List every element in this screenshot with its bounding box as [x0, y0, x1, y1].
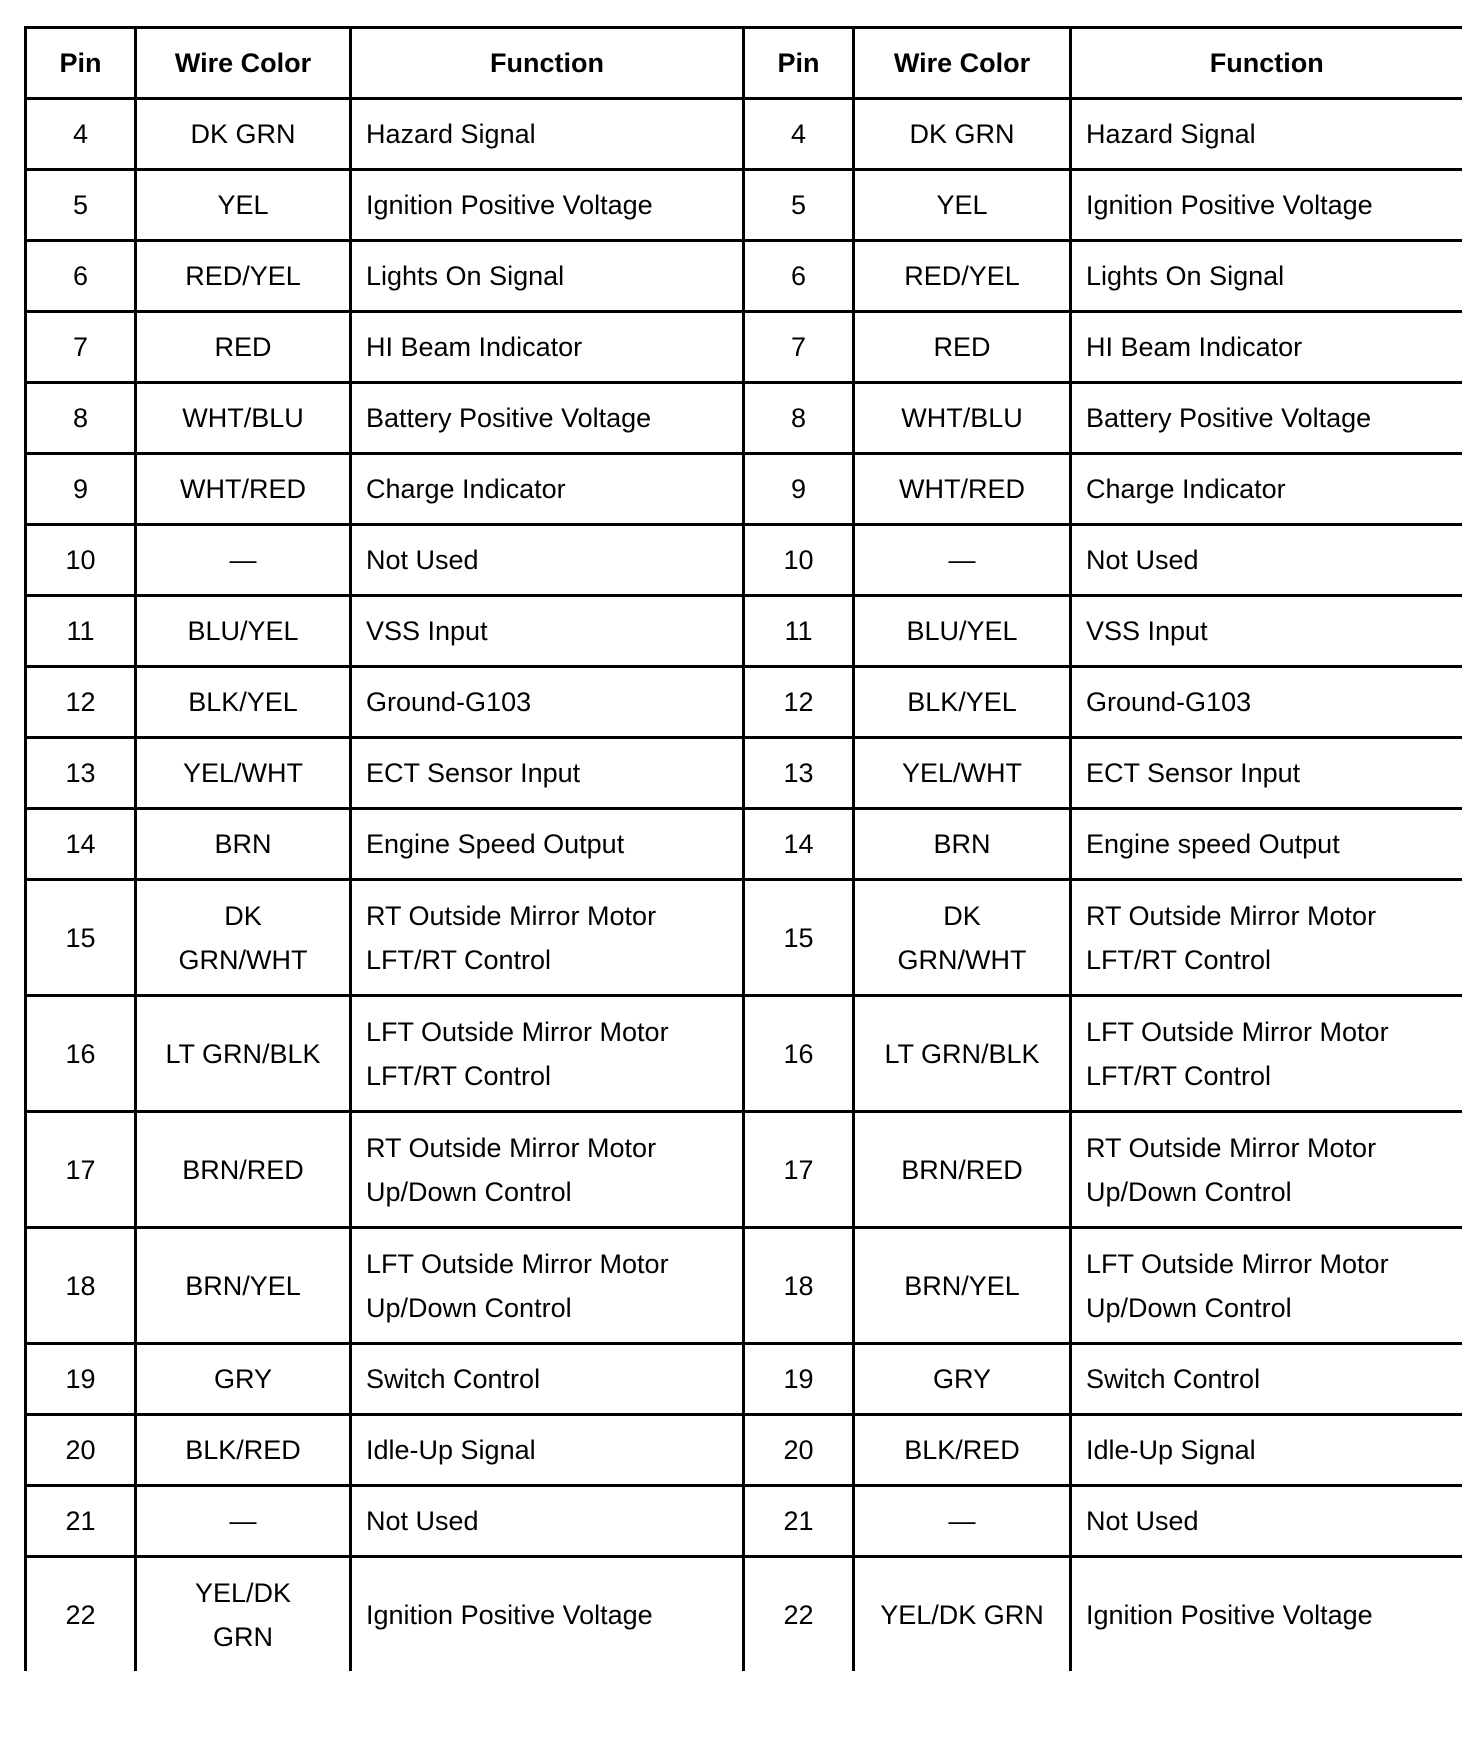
wire-color-cell-right: [854, 596, 1071, 667]
pin-cell-right: 19: [744, 1344, 854, 1415]
function-cell-left: [351, 525, 744, 596]
wire-color-line: YEL/WHT: [901, 758, 1022, 788]
pin-cell-left: 12: [26, 667, 136, 738]
table-row: [26, 596, 1462, 667]
wire-color-cell-right: [854, 1557, 1071, 1672]
header-row: [26, 28, 1462, 99]
wire-color-cell-right: [854, 1344, 1071, 1415]
pin-cell-left: 21: [26, 1486, 136, 1557]
pin-cell-left: 9: [26, 454, 136, 525]
function-cell-left: [351, 1415, 744, 1486]
wire-color-line: BRN: [214, 829, 272, 859]
header-function-right: Function: [1071, 28, 1462, 99]
wire-color-cell-right: [854, 525, 1071, 596]
function-line: Ground-G103: [1086, 687, 1252, 717]
wire-color-line: YEL: [217, 190, 269, 220]
table-row: [26, 809, 1462, 880]
connector-pinout-table: [24, 26, 1462, 1671]
function-line: Up/Down Control: [366, 1292, 572, 1323]
function-line: Ignition Positive Voltage: [1086, 190, 1373, 220]
function-line: Ground-G103: [366, 687, 532, 717]
table-row: [26, 1557, 1462, 1672]
table-row: [26, 738, 1462, 809]
table-row: [26, 170, 1462, 241]
function-line: Ignition Positive Voltage: [366, 1599, 653, 1630]
function-line: LFT Outside Mirror Motor: [1086, 1016, 1389, 1047]
pin-cell-right: 10: [744, 525, 854, 596]
function-cell-right: [1071, 1486, 1462, 1557]
table-row: [26, 667, 1462, 738]
pin-cell-left: 22: [26, 1557, 136, 1672]
wire-color-cell-left: [136, 525, 351, 596]
wire-color-cell-left: [136, 809, 351, 880]
pin-rows: [26, 99, 1462, 1672]
function-cell-right: [1071, 667, 1462, 738]
pin-cell-right: 8: [744, 383, 854, 454]
function-line: Charge Indicator: [1086, 474, 1286, 504]
function-line: Up/Down Control: [1086, 1176, 1292, 1207]
wire-color-line: BLK/RED: [904, 1435, 1020, 1465]
pin-cell-right: 12: [744, 667, 854, 738]
function-line: RT Outside Mirror Motor: [366, 900, 657, 931]
pin-cell-right: 14: [744, 809, 854, 880]
wire-color-line: BRN/RED: [901, 1154, 1023, 1185]
pin-cell-left: 19: [26, 1344, 136, 1415]
table-row: [26, 454, 1462, 525]
function-cell-left: [351, 454, 744, 525]
pin-cell-left: 4: [26, 99, 136, 170]
pin-cell-right: 9: [744, 454, 854, 525]
function-cell-right: [1071, 1112, 1462, 1228]
function-line: Hazard Signal: [1086, 119, 1256, 149]
wire-color-line: GRN/WHT: [897, 944, 1027, 975]
function-cell-right: [1071, 996, 1462, 1112]
function-line: ECT Sensor Input: [1086, 758, 1301, 788]
wire-color-line: YEL: [936, 190, 988, 220]
function-cell-left: [351, 1486, 744, 1557]
pin-cell-left: 11: [26, 596, 136, 667]
wire-color-cell-left: [136, 241, 351, 312]
function-cell-right: [1071, 1557, 1462, 1672]
function-line: LFT Outside Mirror Motor: [366, 1248, 669, 1279]
wire-color-cell-left: [136, 1228, 351, 1344]
pin-cell-left: 13: [26, 738, 136, 809]
pin-cell-left: 16: [26, 996, 136, 1112]
pin-cell-right: 16: [744, 996, 854, 1112]
function-line: LFT/RT Control: [366, 1060, 552, 1091]
wire-color-cell-right: [854, 1486, 1071, 1557]
wire-color-line: WHT/RED: [899, 474, 1025, 504]
table-row: [26, 1486, 1462, 1557]
function-cell-right: [1071, 454, 1462, 525]
function-line: Switch Control: [1086, 1364, 1261, 1394]
function-cell-left: [351, 667, 744, 738]
wire-color-line: BLK/RED: [185, 1435, 301, 1465]
function-cell-left: [351, 1112, 744, 1228]
pin-cell-left: 15: [26, 880, 136, 996]
wire-color-cell-right: [854, 383, 1071, 454]
wire-color-line: RED: [933, 332, 991, 362]
function-cell-right: [1071, 1415, 1462, 1486]
wire-color-cell-left: [136, 312, 351, 383]
wire-color-line: DK: [943, 900, 981, 931]
function-cell-right: [1071, 880, 1462, 996]
function-line: Switch Control: [366, 1364, 541, 1394]
wire-color-line: WHT/RED: [180, 474, 306, 504]
wire-color-cell-right: [854, 809, 1071, 880]
function-line: Up/Down Control: [1086, 1292, 1292, 1323]
function-line: VSS Input: [1086, 616, 1208, 646]
wire-color-cell-left: [136, 383, 351, 454]
wire-color-line: BRN/YEL: [185, 1270, 301, 1301]
function-cell-left: [351, 880, 744, 996]
wire-color-line: DK GRN: [909, 119, 1015, 149]
function-line: Ignition Positive Voltage: [1086, 1599, 1373, 1630]
wire-color-line: —: [948, 1506, 976, 1536]
function-line: Engine Speed Output: [366, 829, 625, 859]
wire-color-cell-left: [136, 880, 351, 996]
wire-color-line: WHT/BLU: [901, 403, 1023, 433]
function-cell-left: [351, 383, 744, 454]
header-function-left: Function: [351, 28, 744, 99]
wire-color-line: GRN/WHT: [178, 944, 308, 975]
table-row: [26, 880, 1462, 996]
table-row: [26, 1344, 1462, 1415]
function-cell-left: [351, 170, 744, 241]
wire-color-line: GRN: [213, 1621, 273, 1652]
pin-cell-left: 7: [26, 312, 136, 383]
table-row: [26, 312, 1462, 383]
function-cell-right: [1071, 312, 1462, 383]
wire-color-cell-left: [136, 738, 351, 809]
pin-cell-right: 7: [744, 312, 854, 383]
pin-cell-left: 20: [26, 1415, 136, 1486]
wire-color-line: LT GRN/BLK: [165, 1038, 321, 1069]
wire-color-line: GRY: [932, 1364, 992, 1394]
function-line: Charge Indicator: [366, 474, 566, 504]
wire-color-cell-left: [136, 99, 351, 170]
function-line: Lights On Signal: [366, 261, 565, 291]
function-cell-right: [1071, 596, 1462, 667]
wire-color-line: BRN/YEL: [904, 1270, 1020, 1301]
wire-color-line: RED: [214, 332, 272, 362]
function-line: RT Outside Mirror Motor: [1086, 1132, 1377, 1163]
function-cell-left: [351, 596, 744, 667]
header-wire-color-left: Wire Color: [136, 28, 351, 99]
function-line: Hazard Signal: [366, 119, 536, 149]
wire-color-cell-left: [136, 667, 351, 738]
pin-cell-left: 10: [26, 525, 136, 596]
header-pin-right: Pin: [744, 28, 854, 99]
wire-color-line: YEL/WHT: [182, 758, 303, 788]
wire-color-line: —: [948, 545, 976, 575]
wire-color-line: GRY: [213, 1364, 273, 1394]
function-line: LFT/RT Control: [1086, 944, 1272, 975]
pin-cell-right: 4: [744, 99, 854, 170]
pin-cell-left: 8: [26, 383, 136, 454]
function-line: Not Used: [366, 1506, 479, 1536]
wire-color-line: DK GRN: [190, 119, 296, 149]
wire-color-line: LT GRN/BLK: [884, 1038, 1040, 1069]
wire-color-cell-left: [136, 1344, 351, 1415]
pin-cell-right: 15: [744, 880, 854, 996]
function-cell-left: [351, 996, 744, 1112]
function-cell-right: [1071, 1344, 1462, 1415]
function-cell-right: [1071, 241, 1462, 312]
wire-color-cell-left: [136, 1415, 351, 1486]
function-line: Lights On Signal: [1086, 261, 1285, 291]
wire-color-line: BRN: [933, 829, 991, 859]
function-line: LFT Outside Mirror Motor: [366, 1016, 669, 1047]
function-line: LFT/RT Control: [366, 944, 552, 975]
function-line: LFT Outside Mirror Motor: [1086, 1248, 1389, 1279]
function-cell-left: [351, 1228, 744, 1344]
wire-color-cell-right: [854, 312, 1071, 383]
function-cell-left: [351, 1557, 744, 1672]
function-cell-left: [351, 99, 744, 170]
wire-color-cell-left: [136, 1112, 351, 1228]
wire-color-line: —: [229, 1506, 257, 1536]
table-row: [26, 1112, 1462, 1228]
pin-cell-right: 13: [744, 738, 854, 809]
pin-cell-right: 21: [744, 1486, 854, 1557]
function-line: Not Used: [1086, 545, 1199, 575]
pin-cell-right: 20: [744, 1415, 854, 1486]
pin-cell-left: 6: [26, 241, 136, 312]
pin-cell-left: 14: [26, 809, 136, 880]
function-line: Ignition Positive Voltage: [366, 190, 653, 220]
wire-color-cell-right: [854, 996, 1071, 1112]
function-cell-left: [351, 241, 744, 312]
wire-color-line: YEL/DK: [194, 1577, 292, 1608]
wire-color-cell-right: [854, 738, 1071, 809]
function-line: LFT/RT Control: [1086, 1060, 1272, 1091]
wire-color-cell-right: [854, 1228, 1071, 1344]
pin-cell-right: 11: [744, 596, 854, 667]
function-cell-right: [1071, 1228, 1462, 1344]
wire-color-cell-left: [136, 170, 351, 241]
wire-color-line: —: [229, 545, 257, 575]
function-line: HI Beam Indicator: [1086, 332, 1303, 362]
header-wire-color-right: Wire Color: [854, 28, 1071, 99]
wire-color-cell-right: [854, 1112, 1071, 1228]
pin-cell-right: 6: [744, 241, 854, 312]
function-line: Idle-Up Signal: [1086, 1435, 1256, 1465]
wire-color-cell-right: [854, 454, 1071, 525]
table-row: [26, 383, 1462, 454]
wire-color-cell-left: [136, 996, 351, 1112]
wire-color-line: BLU/YEL: [187, 616, 299, 646]
table-row: [26, 525, 1462, 596]
pin-cell-right: 18: [744, 1228, 854, 1344]
wire-color-line: WHT/BLU: [182, 403, 304, 433]
function-cell-right: [1071, 170, 1462, 241]
wire-color-line: BLU/YEL: [906, 616, 1018, 646]
pin-cell-right: 5: [744, 170, 854, 241]
wire-color-line: BLK/YEL: [907, 687, 1017, 717]
function-line: RT Outside Mirror Motor: [366, 1132, 657, 1163]
function-line: RT Outside Mirror Motor: [1086, 900, 1377, 931]
table-row: [26, 241, 1462, 312]
function-line: Battery Positive Voltage: [366, 403, 652, 433]
wire-color-cell-right: [854, 99, 1071, 170]
wire-color-cell-left: [136, 596, 351, 667]
wire-color-cell-left: [136, 1557, 351, 1672]
pin-cell-left: 5: [26, 170, 136, 241]
wire-color-cell-right: [854, 241, 1071, 312]
wire-color-line: DK: [224, 900, 262, 931]
wire-color-cell-right: [854, 667, 1071, 738]
function-cell-left: [351, 738, 744, 809]
wire-color-line: YEL/DK GRN: [880, 1599, 1044, 1630]
function-line: Not Used: [1086, 1506, 1199, 1536]
function-cell-right: [1071, 383, 1462, 454]
function-line: ECT Sensor Input: [366, 758, 581, 788]
table-row: [26, 99, 1462, 170]
wire-color-line: BRN/RED: [182, 1154, 304, 1185]
function-line: Up/Down Control: [366, 1176, 572, 1207]
wire-color-cell-left: [136, 454, 351, 525]
function-line: HI Beam Indicator: [366, 332, 583, 362]
function-line: Not Used: [366, 545, 479, 575]
function-line: Engine speed Output: [1086, 829, 1340, 859]
function-cell-right: [1071, 525, 1462, 596]
table-row: [26, 1415, 1462, 1486]
wire-color-line: RED/YEL: [185, 261, 301, 291]
wire-color-cell-right: [854, 1415, 1071, 1486]
header-pin-left: Pin: [26, 28, 136, 99]
wire-color-line: BLK/YEL: [188, 687, 298, 717]
pin-cell-right: 17: [744, 1112, 854, 1228]
wire-color-cell-right: [854, 880, 1071, 996]
table-row: [26, 1228, 1462, 1344]
pin-cell-left: 17: [26, 1112, 136, 1228]
pin-cell-right: 22: [744, 1557, 854, 1672]
function-cell-right: [1071, 99, 1462, 170]
wire-color-line: RED/YEL: [904, 261, 1020, 291]
table-row: [26, 996, 1462, 1112]
function-line: Idle-Up Signal: [366, 1435, 536, 1465]
function-line: VSS Input: [366, 616, 488, 646]
pin-cell-left: 18: [26, 1228, 136, 1344]
function-cell-left: [351, 809, 744, 880]
function-cell-left: [351, 1344, 744, 1415]
function-cell-right: [1071, 809, 1462, 880]
function-line: Battery Positive Voltage: [1086, 403, 1372, 433]
wire-color-cell-left: [136, 1486, 351, 1557]
function-cell-right: [1071, 738, 1462, 809]
function-cell-left: [351, 312, 744, 383]
wire-color-cell-right: [854, 170, 1071, 241]
